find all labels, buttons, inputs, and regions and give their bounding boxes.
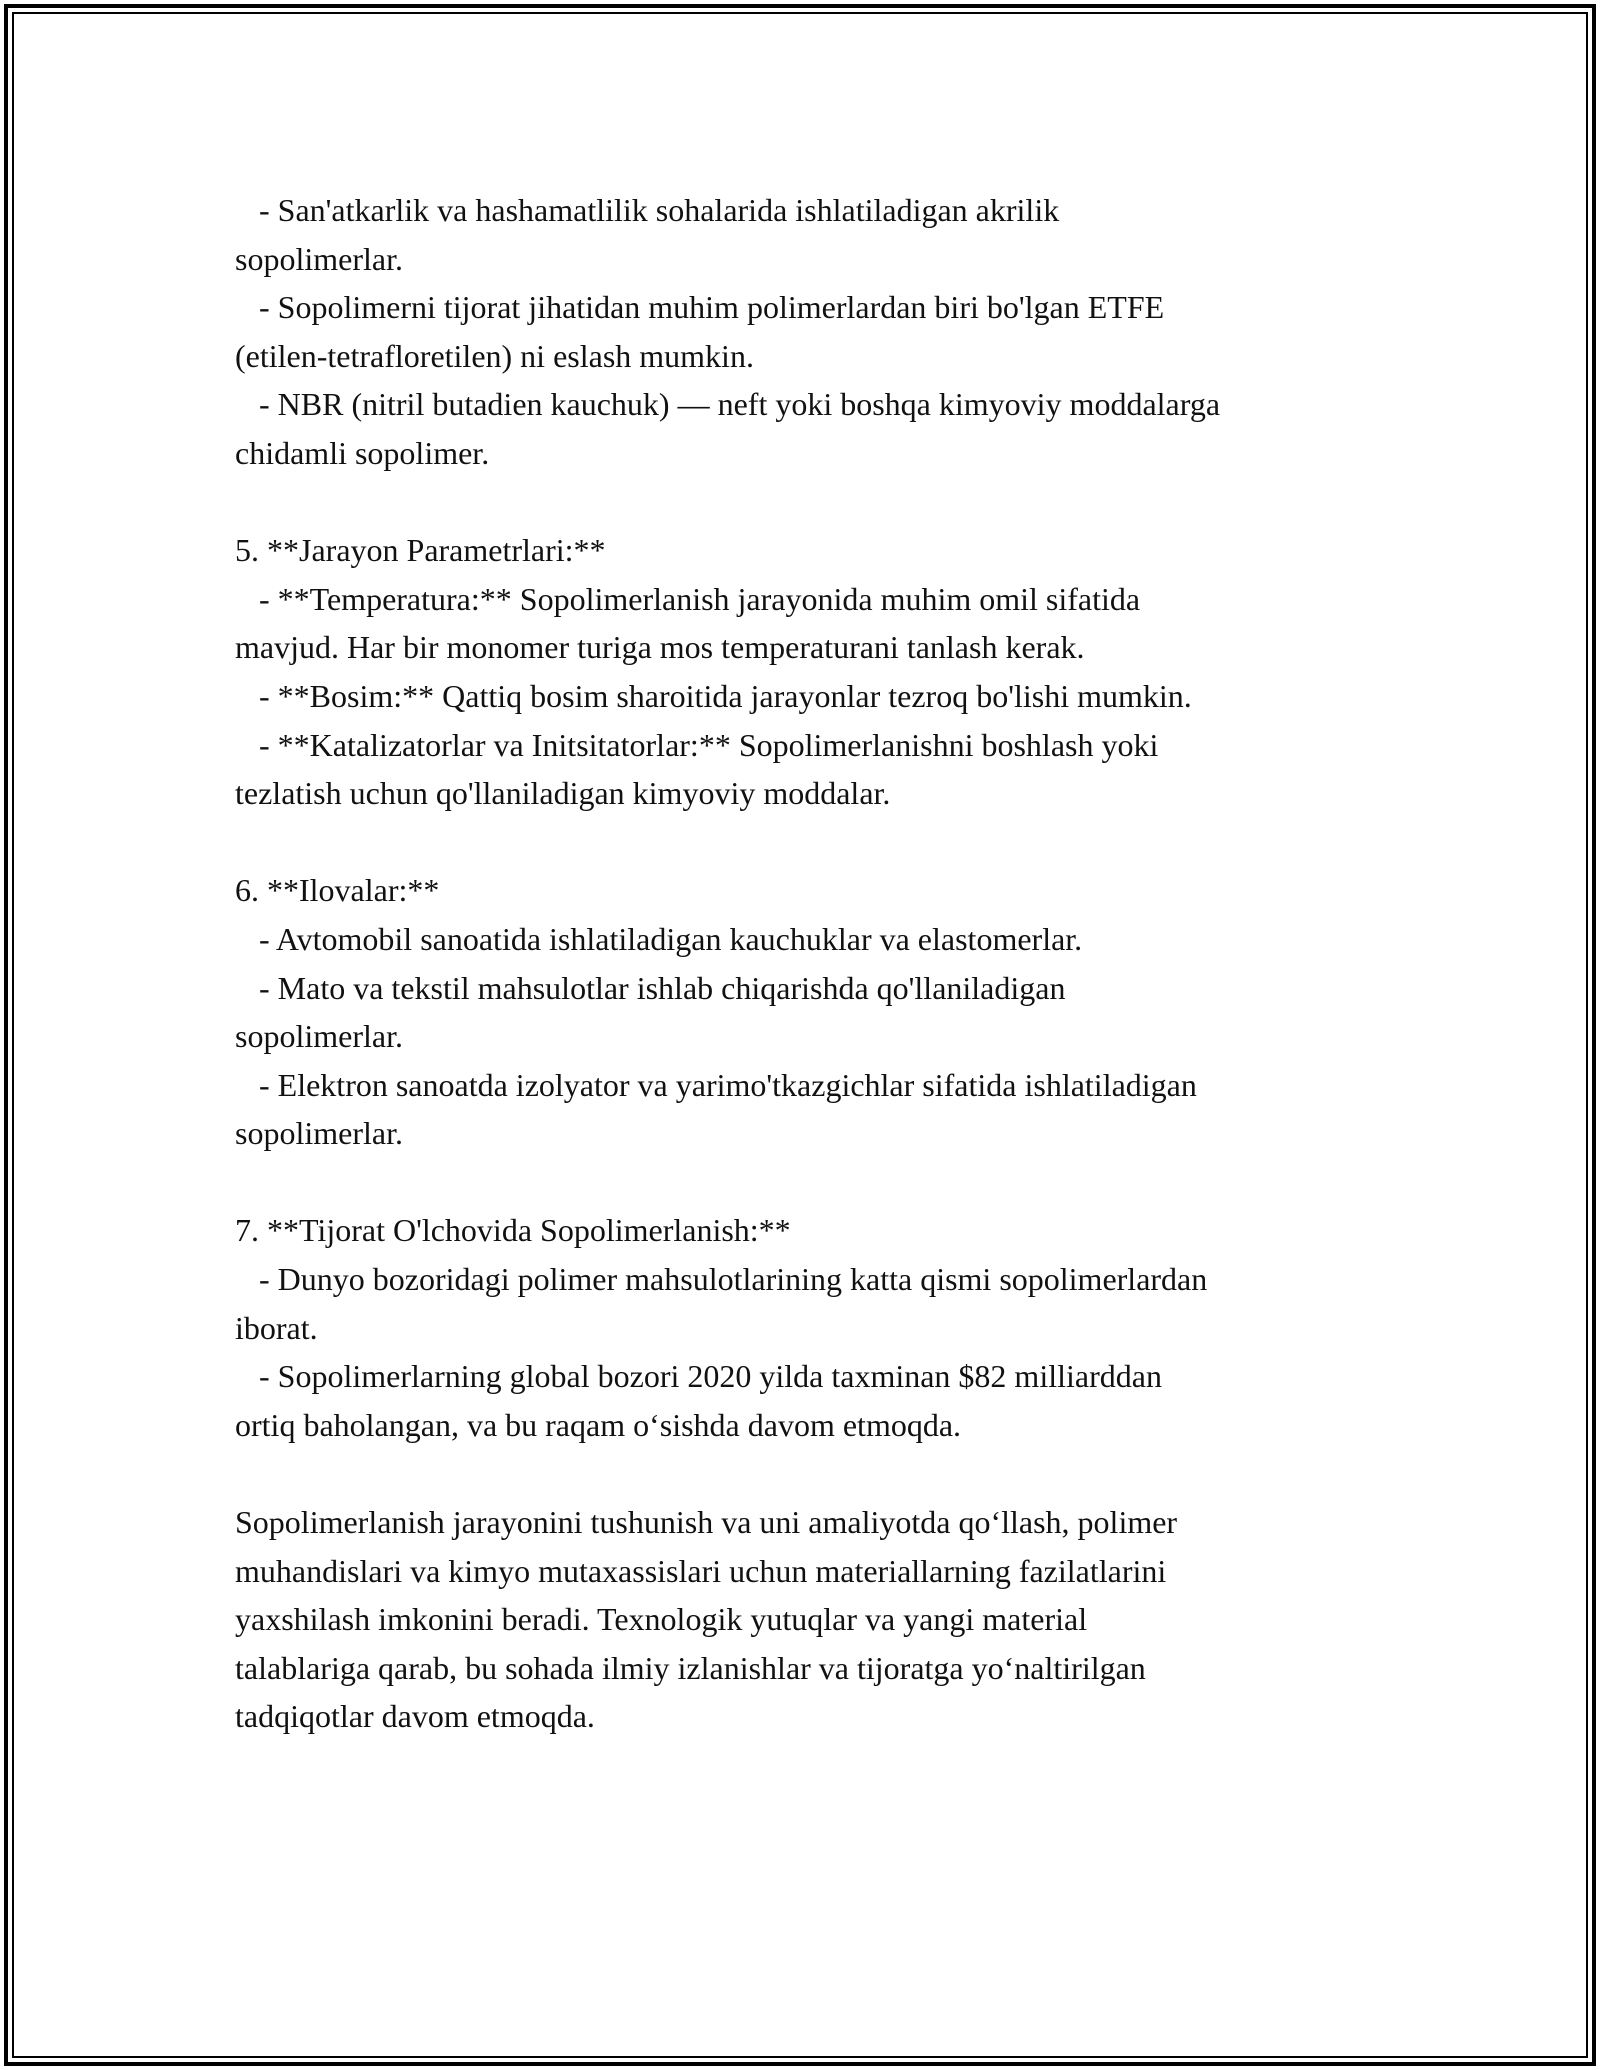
text-line: - **Temperatura:** Sopolimerlanish jarayonida muhim omil sifatida xyxy=(235,580,1141,617)
text-line: sopolimerlar. xyxy=(235,1115,403,1152)
conclusion-line: tadqiqotlar davom etmoqda. xyxy=(235,1698,595,1735)
blank-line xyxy=(235,1449,1385,1498)
text-line: - Mato va tekstil mahsulotlar ishlab chiqarishda qo'llaniladigan xyxy=(235,969,1066,1006)
text-line: - Sopolimerni tijorat jihatidan muhim polimerlardan biri bo'lgan ETFE xyxy=(235,289,1165,326)
text-line: - Avtomobil sanoatida ishlatiladigan kauchuklar va elastomerlar. xyxy=(235,920,1083,957)
text-line: - NBR (nitril butadien kauchuk) — neft yoki boshqa kimyoviy moddalarga xyxy=(235,386,1221,423)
text-line: - Sopolimerlarning global bozori 2020 yilda taxminan $82 milliarddan xyxy=(235,1358,1162,1395)
text-line: - San'atkarlik va hashamatlilik sohalarida ishlatiladigan akrilik xyxy=(235,192,1060,228)
conclusion-line: Sopolimerlanish jarayonini tushunish va uni amaliyotda qoʻllash, polimer xyxy=(235,1504,1178,1541)
text-line: mavjud. Har bir monomer turiga mos temperaturani tanlash kerak. xyxy=(235,629,1085,666)
text-line: tezlatish uchun qo'llaniladigan kimyoviy moddalar. xyxy=(235,775,891,812)
conclusion-line: talablariga qarab, bu sohada ilmiy izlanishlar va tijoratga yoʻnaltirilgan xyxy=(235,1649,1146,1686)
text-line: chidamli sopolimer. xyxy=(235,434,490,471)
blank-line xyxy=(235,818,1385,867)
text-line: sopolimerlar. xyxy=(235,1018,403,1055)
blank-line xyxy=(235,478,1385,527)
section-heading: 6. **Ilovalar:** xyxy=(235,872,440,909)
conclusion-line: yaxshilash imkonini beradi. Texnologik yutuqlar va yangi material xyxy=(235,1601,1088,1638)
text-line: (etilen-tetrafloretilen) ni eslash mumkin. xyxy=(235,337,754,374)
text-line: - Elektron sanoatda izolyator va yarimo'tkazgichlar sifatida ishlatiladigan xyxy=(235,1066,1197,1103)
section-heading: 5. **Jarayon Parametrlari:** xyxy=(235,532,606,569)
text-line: iborat. xyxy=(235,1309,318,1346)
blank-line xyxy=(235,1158,1385,1207)
text-line: - Dunyo bozoridagi polimer mahsulotlarining katta qismi sopolimerlardan xyxy=(235,1261,1208,1298)
section-heading: 7. **Tijorat O'lchovida Sopolimerlanish:** xyxy=(235,1212,791,1249)
text-line: - **Bosim:** Qattiq bosim sharoitida jarayonlar tezroq bo'lishi mumkin. xyxy=(235,677,1192,714)
conclusion-line: muhandislari va kimyo mutaxassislari uchun materiallarning fazilatlarini xyxy=(235,1552,1167,1589)
text-line: ortiq baholangan, va bu raqam oʻsishda davom etmoqda. xyxy=(235,1406,962,1443)
text-line: sopolimerlar. xyxy=(235,240,403,277)
document-body xyxy=(235,186,1385,1741)
text-line: - **Katalizatorlar va Initsitatorlar:** Sopolimerlanishni boshlash yoki xyxy=(235,726,1159,763)
